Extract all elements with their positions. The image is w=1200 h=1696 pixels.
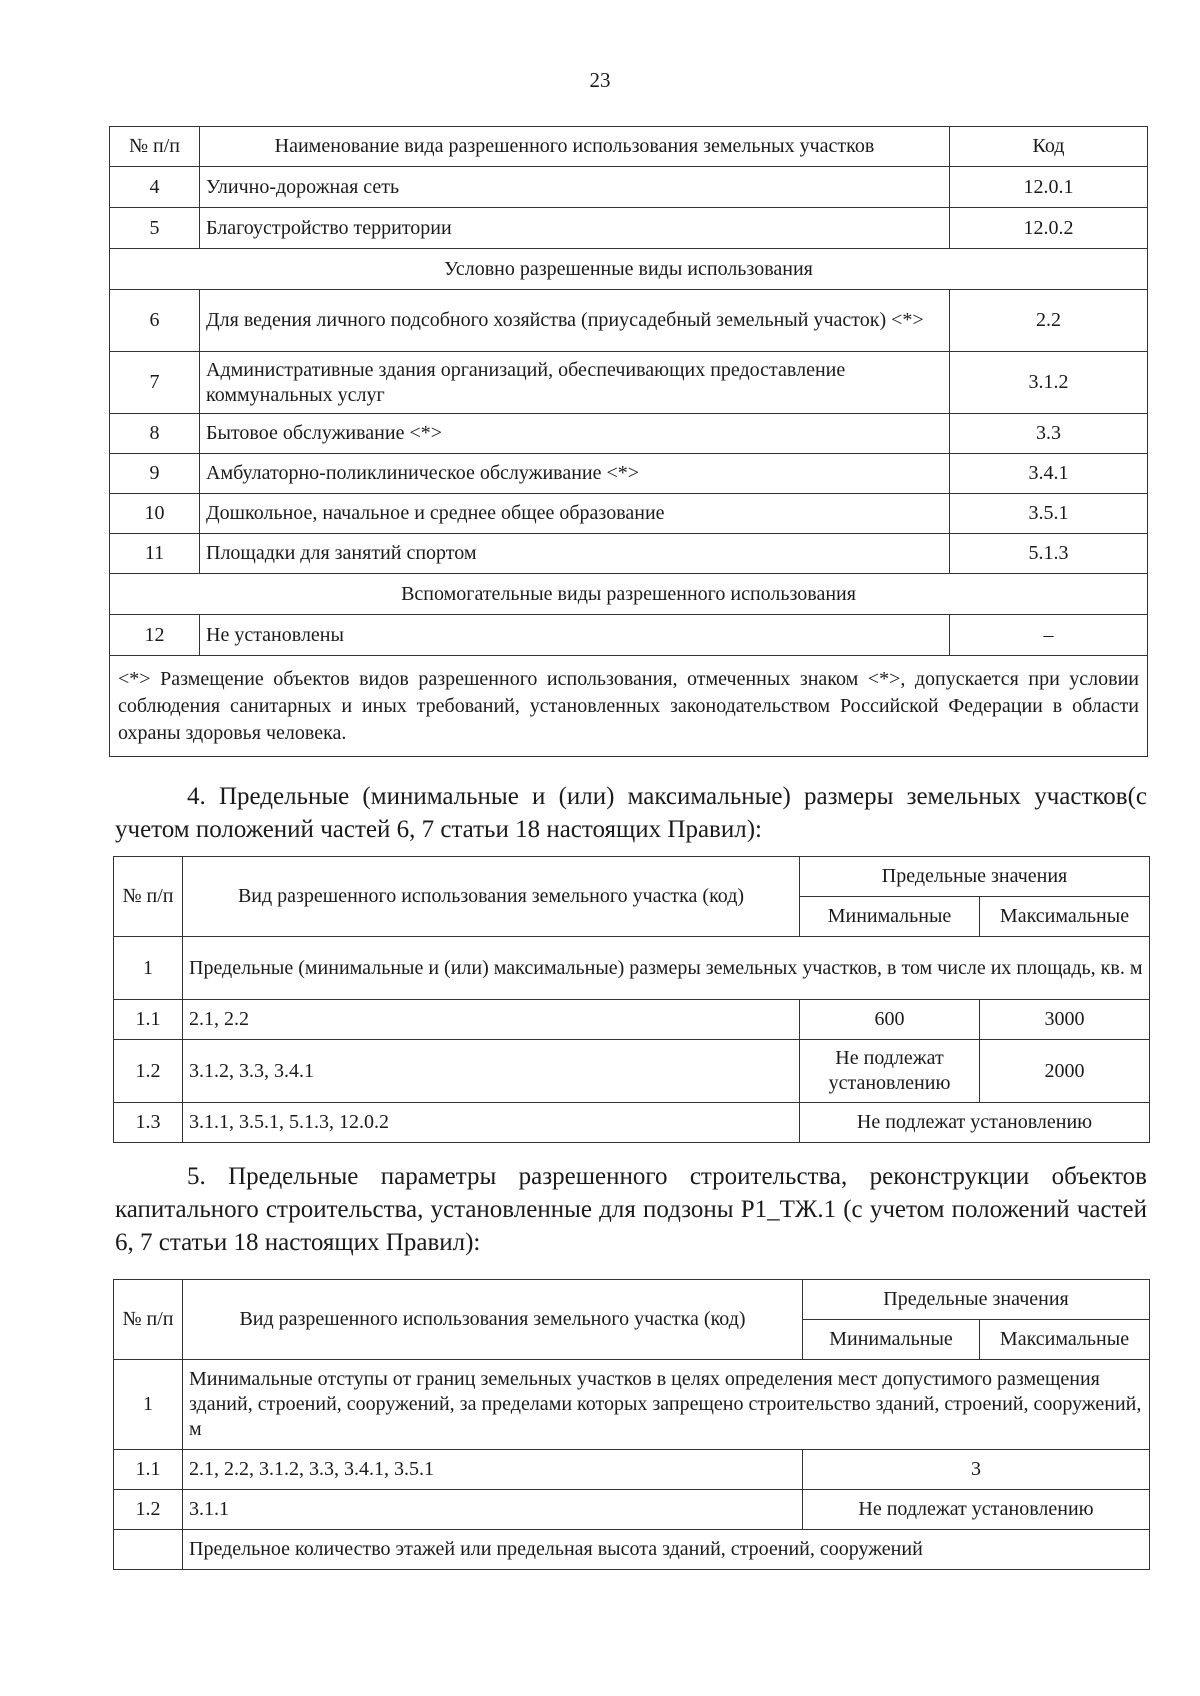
row-num: 11 xyxy=(110,534,200,574)
construction-parameters-table xyxy=(113,1279,1150,1570)
header-code: Код xyxy=(950,127,1148,167)
row-max: 2000 xyxy=(980,1040,1150,1103)
row-num: 9 xyxy=(110,454,200,494)
row-num: 8 xyxy=(110,414,200,454)
row-num: 1.2 xyxy=(114,1040,183,1103)
row-num: 7 xyxy=(110,352,200,414)
row-code: 3.4.1 xyxy=(950,454,1148,494)
row-value: Не подлежат установлению xyxy=(803,1490,1150,1530)
table-row xyxy=(114,1000,1150,1040)
section-4-heading: 4. Предельные (минимальные и (или) максимальные) размеры земельных участков(с учетом положений частей 6, 7 статьи 18 настоящих Правил): xyxy=(115,783,1147,843)
row-codes: 3.1.2, 3.3, 3.4.1 xyxy=(183,1040,800,1103)
row-code: 3.3 xyxy=(950,414,1148,454)
section-5-heading: 5. Предельные параметры разрешенного строительства, реконструкции объектов капитального строительства, установленные для подзоны Р1_ТЖ.1 (с учетом положений частей 6, 7 статьи 18 настоящих Правил): xyxy=(115,1163,1147,1256)
header-min: Минимальные xyxy=(803,1320,980,1360)
group-row xyxy=(114,1360,1150,1450)
table-row xyxy=(110,454,1148,494)
row-code: 5.1.3 xyxy=(950,534,1148,574)
row-name: Улично-дорожная сеть xyxy=(200,167,950,208)
row-name: Для ведения личного подсобного хозяйства (приусадебный земельный участок) <*> xyxy=(200,290,950,352)
row-num: 6 xyxy=(110,290,200,352)
header-type: Вид разрешенного использования земельного участка (код) xyxy=(183,1280,803,1360)
page-number: 23 xyxy=(589,68,611,92)
section-title-auxiliary: Вспомогательные виды разрешенного использования xyxy=(110,574,1148,615)
row-num: 10 xyxy=(110,494,200,534)
header-num: № п/п xyxy=(114,857,183,937)
table-row xyxy=(114,1103,1150,1143)
group-row xyxy=(114,937,1150,1000)
header-num: № п/п xyxy=(110,127,200,167)
table-row xyxy=(110,167,1148,208)
header-num: № п/п xyxy=(114,1280,183,1360)
row-name: Амбулаторно-поликлиническое обслуживание <*> xyxy=(200,454,950,494)
header-max: Максимальные xyxy=(980,897,1150,937)
row-num: 1.1 xyxy=(114,1450,183,1490)
table-row xyxy=(110,494,1148,534)
row-code: 12.0.2 xyxy=(950,208,1148,249)
table-row xyxy=(114,1450,1150,1490)
table-header-row xyxy=(114,857,1150,897)
row-name: Бытовое обслуживание <*> xyxy=(200,414,950,454)
note-row xyxy=(110,656,1148,757)
row-value: 3 xyxy=(803,1450,1150,1490)
land-use-types-table xyxy=(109,126,1148,757)
row-code: – xyxy=(950,615,1148,656)
row-num: 1.2 xyxy=(114,1490,183,1530)
row-name: Не установлены xyxy=(200,615,950,656)
row-num: 4 xyxy=(110,167,200,208)
row-min: Не подлежат установлению xyxy=(800,1040,980,1103)
row-name: Дошкольное, начальное и среднее общее образование xyxy=(200,494,950,534)
group-row xyxy=(114,1530,1150,1570)
table-row xyxy=(110,534,1148,574)
row-name: Административные здания организаций, обеспечивающих предоставление коммунальных услуг xyxy=(200,352,950,414)
group-title: Предельные (минимальные и (или) максимальные) размеры земельных участков, в том числе их площадь, кв. м xyxy=(183,937,1150,1000)
row-num: 12 xyxy=(110,615,200,656)
table-row xyxy=(110,208,1148,249)
header-type: Вид разрешенного использования земельного участка (код) xyxy=(183,857,800,937)
header-name: Наименование вида разрешенного использования земельных участков xyxy=(200,127,950,167)
table-row xyxy=(114,1040,1150,1103)
table-row xyxy=(114,1490,1150,1530)
header-min: Минимальные xyxy=(800,897,980,937)
table-row xyxy=(110,414,1148,454)
row-code: 3.1.2 xyxy=(950,352,1148,414)
table-header-row xyxy=(114,1280,1150,1320)
row-min: 600 xyxy=(800,1000,980,1040)
group-num xyxy=(114,1530,183,1570)
row-num: 1.3 xyxy=(114,1103,183,1143)
row-codes: 3.1.1 xyxy=(183,1490,803,1530)
row-codes: 2.1, 2.2, 3.1.2, 3.3, 3.4.1, 3.5.1 xyxy=(183,1450,803,1490)
section-title-conditional: Условно разрешенные виды использования xyxy=(110,249,1148,290)
table-row xyxy=(110,615,1148,656)
group-num: 1 xyxy=(114,937,183,1000)
row-num: 5 xyxy=(110,208,200,249)
row-code: 12.0.1 xyxy=(950,167,1148,208)
header-limits: Предельные значения xyxy=(800,857,1150,897)
header-max: Максимальные xyxy=(980,1320,1150,1360)
row-num: 1.1 xyxy=(114,1000,183,1040)
row-codes: 2.1, 2.2 xyxy=(183,1000,800,1040)
header-limits: Предельные значения xyxy=(803,1280,1150,1320)
row-value: Не подлежат установлению xyxy=(800,1103,1150,1143)
row-max: 3000 xyxy=(980,1000,1150,1040)
plot-size-limits-table xyxy=(113,856,1150,1143)
group-title: Минимальные отступы от границ земельных участков в целях определения мест допустимого размещения зданий, строений, сооружений, за пределами которых запрещено строительство зданий, строений, сооружений, м xyxy=(183,1360,1150,1450)
table-row xyxy=(110,352,1148,414)
row-name: Благоустройство территории xyxy=(200,208,950,249)
group-title: Предельное количество этажей или предельная высота зданий, строений, сооружений xyxy=(183,1530,1150,1570)
row-codes: 3.1.1, 3.5.1, 5.1.3, 12.0.2 xyxy=(183,1103,800,1143)
table-header-row xyxy=(110,127,1148,167)
row-name: Площадки для занятий спортом xyxy=(200,534,950,574)
section-row-conditional xyxy=(110,249,1148,290)
section-row-auxiliary xyxy=(110,574,1148,615)
group-num: 1 xyxy=(114,1360,183,1450)
row-code: 2.2 xyxy=(950,290,1148,352)
row-code: 3.5.1 xyxy=(950,494,1148,534)
footnote: <*> Размещение объектов видов разрешенного использования, отмеченных знаком <*>, допускается при условии соблюдения санитарных и иных требований, установленных законодательством Российской Федерации в области охраны здоровья человека. xyxy=(110,656,1148,757)
table-row xyxy=(110,290,1148,352)
